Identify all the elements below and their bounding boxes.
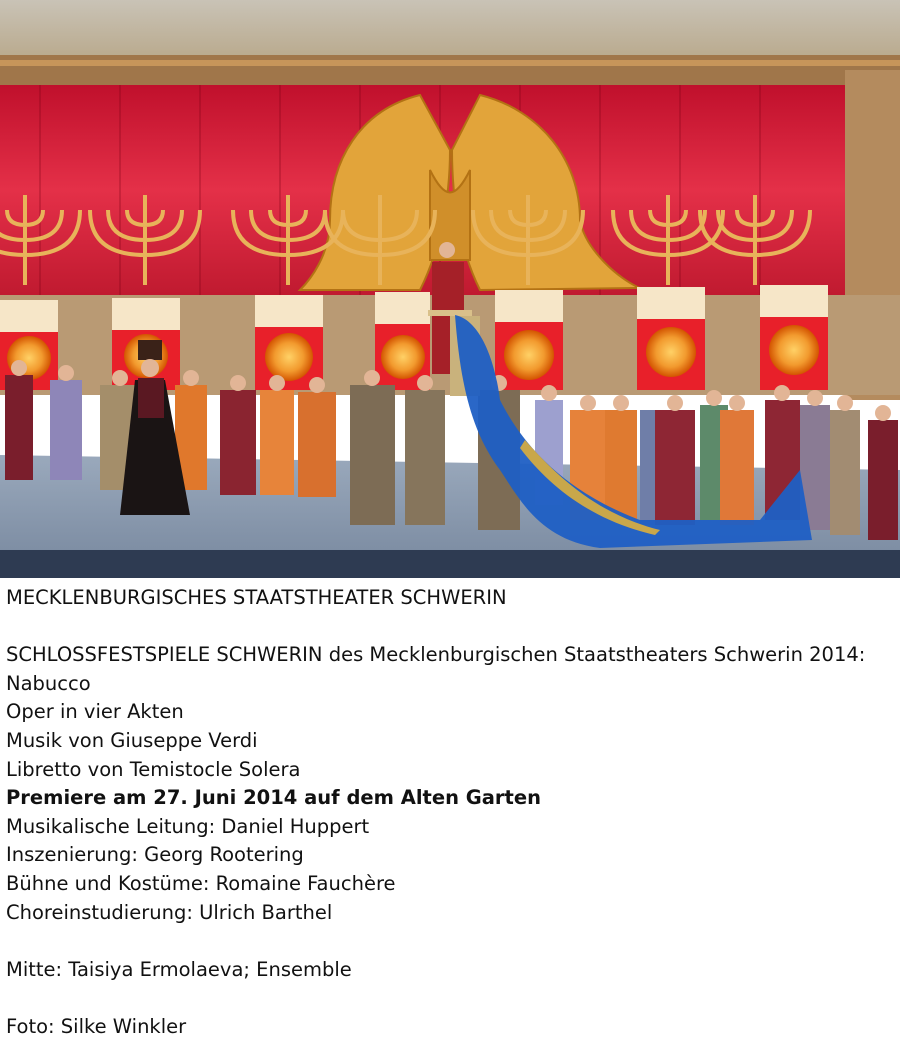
director-line: Inszenierung: Georg Rootering — [6, 843, 304, 867]
music-line: Musik von Giuseppe Verdi — [6, 728, 258, 752]
genre-line: Oper in vier Akten — [6, 700, 184, 724]
libretto-line: Libretto von Temistocle Solera — [6, 757, 301, 781]
theatre-name: MECKLENBURGISCHES STAATSTHEATER SCHWERIN — [6, 586, 507, 609]
festival-title: SCHLOSSFESTSPIELE SCHWERIN des Mecklenburgischen Staatstheaters Schwerin 2014: Nabucco — [6, 643, 866, 695]
conductor-line: Musikalische Leitung: Daniel Huppert — [6, 814, 370, 838]
chorus-line: Choreinstudierung: Ulrich Barthel — [6, 900, 333, 924]
cast-line: Mitte: Taisiya Ermolaeva; Ensemble — [6, 957, 352, 981]
photo-credit: Foto: Silke Winkler — [6, 1014, 187, 1038]
design-line: Bühne und Kostüme: Romaine Fauchère — [6, 871, 396, 895]
premiere-line: Premiere am 27. Juni 2014 auf dem Alten Garten — [6, 786, 541, 810]
photo-caption — [6, 584, 896, 1042]
